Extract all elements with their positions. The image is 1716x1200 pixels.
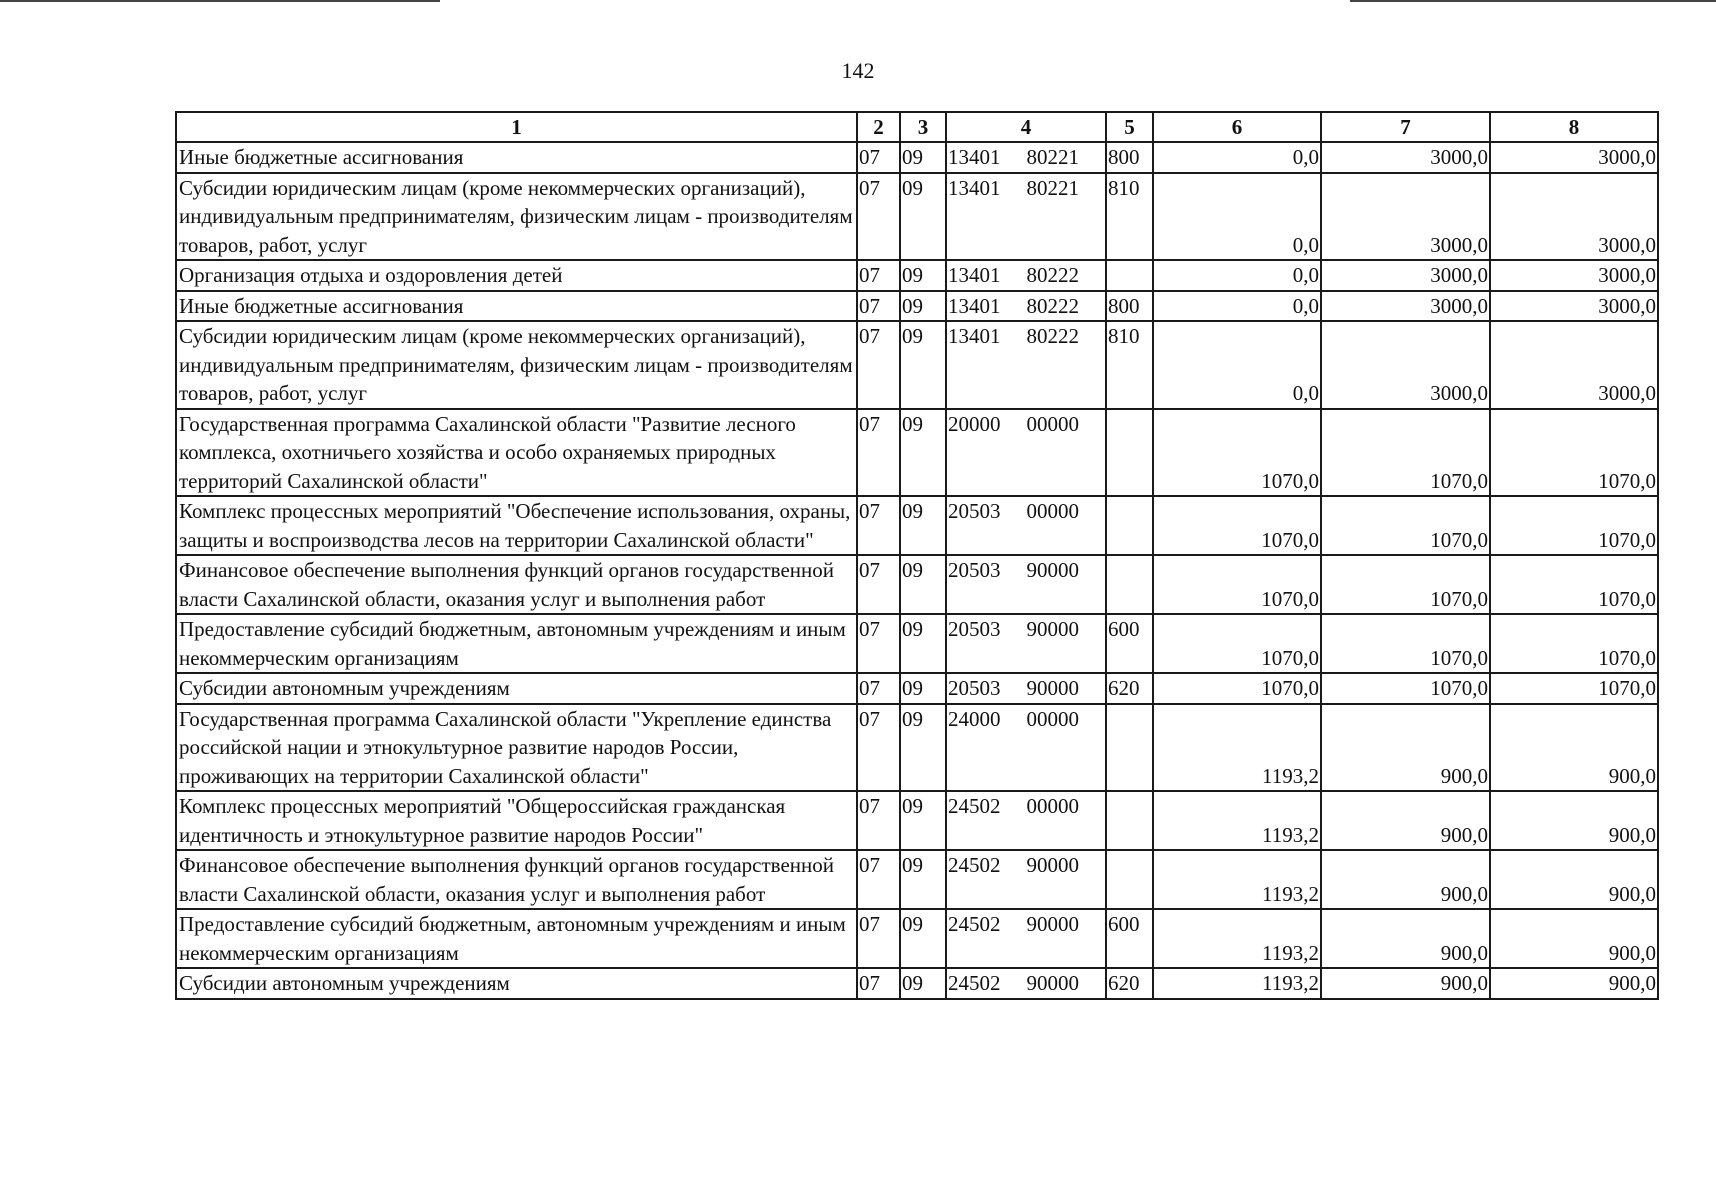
row-target-code <box>946 321 1106 409</box>
row-expense-type: 800 <box>1106 142 1153 173</box>
row-name: Финансовое обеспечение выполнения функций органов государственной власти Сахалинской области, оказания услуг и выполнения работ <box>176 555 857 614</box>
row-target-code <box>946 614 1106 673</box>
target-code-direction: 90000 <box>1026 617 1079 641</box>
row-amount-col7: 900,0 <box>1321 850 1490 909</box>
row-name: Государственная программа Сахалинской области "Развитие лесного комплекса, охотничьего хозяйства и особо охраняемых природных территорий Сахалинской области" <box>176 409 857 497</box>
row-target-code <box>946 260 1106 291</box>
row-section: 07 <box>857 909 900 968</box>
row-amount-col7: 3000,0 <box>1321 142 1490 173</box>
scan-edge-right <box>1350 0 1716 2</box>
row-target-code <box>946 850 1106 909</box>
row-amount-col8: 900,0 <box>1490 850 1658 909</box>
row-section: 07 <box>857 142 900 173</box>
row-amount-col6: 1070,0 <box>1153 496 1321 555</box>
row-subsection: 09 <box>900 260 946 291</box>
row-section: 07 <box>857 409 900 497</box>
row-amount-col8: 900,0 <box>1490 791 1658 850</box>
row-amount-col6: 1070,0 <box>1153 555 1321 614</box>
row-name: Иные бюджетные ассигнования <box>176 142 857 173</box>
row-section: 07 <box>857 496 900 555</box>
row-amount-col6: 1070,0 <box>1153 614 1321 673</box>
table-row <box>176 409 1658 497</box>
row-target-code <box>946 409 1106 497</box>
row-amount-col7: 3000,0 <box>1321 291 1490 322</box>
row-expense-type <box>1106 260 1153 291</box>
row-name: Комплекс процессных мероприятий "Обеспечение использования, охраны, защиты и воспроизводства лесов на территории Сахалинской области" <box>176 496 857 555</box>
row-subsection: 09 <box>900 291 946 322</box>
table-row <box>176 291 1658 322</box>
row-subsection: 09 <box>900 321 946 409</box>
target-code-direction: 90000 <box>1026 971 1079 995</box>
header-row <box>176 112 1658 142</box>
table-row <box>176 704 1658 792</box>
target-code-program: 20503 <box>948 676 1001 700</box>
scan-edge-left <box>0 0 440 2</box>
row-amount-col7: 3000,0 <box>1321 321 1490 409</box>
target-code-program: 24502 <box>948 853 1001 877</box>
row-name: Организация отдыха и оздоровления детей <box>176 260 857 291</box>
row-subsection: 09 <box>900 409 946 497</box>
target-code-direction: 00000 <box>1026 706 1079 731</box>
row-expense-type: 810 <box>1106 321 1153 409</box>
table-row <box>176 555 1658 614</box>
row-target-code <box>946 291 1106 322</box>
row-target-code <box>946 142 1106 173</box>
row-expense-type: 800 <box>1106 291 1153 322</box>
row-expense-type <box>1106 409 1153 497</box>
row-target-code <box>946 704 1106 792</box>
table-row <box>176 496 1658 555</box>
row-amount-col8: 3000,0 <box>1490 173 1658 261</box>
row-amount-col8: 900,0 <box>1490 704 1658 792</box>
row-amount-col8: 3000,0 <box>1490 142 1658 173</box>
row-amount-col8: 900,0 <box>1490 909 1658 968</box>
table-row <box>176 673 1658 704</box>
row-amount-col6: 1070,0 <box>1153 673 1321 704</box>
table-row <box>176 614 1658 673</box>
row-amount-col8: 3000,0 <box>1490 260 1658 291</box>
target-code-direction: 00000 <box>1026 794 1079 818</box>
row-section: 07 <box>857 673 900 704</box>
target-code-program: 13401 <box>948 293 1001 318</box>
row-subsection: 09 <box>900 173 946 261</box>
target-code-program: 13401 <box>948 263 1001 287</box>
target-code-program: 24502 <box>948 971 1001 995</box>
target-code-program: 20503 <box>948 499 1001 523</box>
row-amount-col7: 3000,0 <box>1321 173 1490 261</box>
row-name: Финансовое обеспечение выполнения функций органов государственной власти Сахалинской области, оказания услуг и выполнения работ <box>176 850 857 909</box>
row-amount-col7: 900,0 <box>1321 909 1490 968</box>
row-section: 07 <box>857 321 900 409</box>
row-amount-col8: 3000,0 <box>1490 291 1658 322</box>
row-target-code <box>946 791 1106 850</box>
row-subsection: 09 <box>900 142 946 173</box>
row-expense-type <box>1106 704 1153 792</box>
target-code-program: 13401 <box>948 324 1001 348</box>
table-row <box>176 321 1658 409</box>
target-code-direction: 90000 <box>1026 853 1079 877</box>
row-section: 07 <box>857 791 900 850</box>
row-amount-col8: 900,0 <box>1490 968 1658 999</box>
target-code-direction: 90000 <box>1026 912 1079 936</box>
row-amount-col6: 1193,2 <box>1153 704 1321 792</box>
row-amount-col7: 900,0 <box>1321 704 1490 792</box>
row-amount-col6: 0,0 <box>1153 260 1321 291</box>
row-subsection: 09 <box>900 909 946 968</box>
row-section: 07 <box>857 260 900 291</box>
target-code-direction: 80221 <box>1026 175 1079 200</box>
row-amount-col6: 1193,2 <box>1153 850 1321 909</box>
table-body <box>176 142 1658 999</box>
row-expense-type: 620 <box>1106 968 1153 999</box>
row-name: Субсидии автономным учреждениям <box>176 968 857 999</box>
row-subsection: 09 <box>900 555 946 614</box>
col-header-4: 4 <box>946 112 1106 142</box>
table-row <box>176 968 1658 999</box>
row-amount-col8: 1070,0 <box>1490 614 1658 673</box>
row-expense-type: 810 <box>1106 173 1153 261</box>
target-code-direction: 80222 <box>1026 324 1079 348</box>
row-expense-type <box>1106 791 1153 850</box>
row-name: Субсидии юридическим лицам (кроме некоммерческих организаций), индивидуальным предпринимателям, физическим лицам - производителям товаров, работ, услуг <box>176 321 857 409</box>
target-code-direction: 90000 <box>1026 558 1079 582</box>
row-subsection: 09 <box>900 850 946 909</box>
row-amount-col7: 1070,0 <box>1321 673 1490 704</box>
target-code-direction: 00000 <box>1026 499 1079 523</box>
col-header-1: 1 <box>176 112 857 142</box>
row-section: 07 <box>857 704 900 792</box>
target-code-direction: 90000 <box>1026 676 1079 700</box>
row-expense-type: 600 <box>1106 909 1153 968</box>
budget-table <box>175 111 1659 1000</box>
target-code-program: 13401 <box>948 175 1001 200</box>
table-header <box>176 112 1658 142</box>
row-amount-col8: 1070,0 <box>1490 673 1658 704</box>
target-code-direction: 80222 <box>1026 293 1079 318</box>
row-name: Комплекс процессных мероприятий "Общероссийская гражданская идентичность и этнокультурное развитие народов России" <box>176 791 857 850</box>
table-row <box>176 791 1658 850</box>
target-code-program: 24000 <box>948 706 1001 731</box>
row-amount-col8: 1070,0 <box>1490 409 1658 497</box>
row-subsection: 09 <box>900 791 946 850</box>
table-row <box>176 142 1658 173</box>
row-subsection: 09 <box>900 704 946 792</box>
row-amount-col8: 1070,0 <box>1490 555 1658 614</box>
col-header-2: 2 <box>857 112 900 142</box>
row-subsection: 09 <box>900 968 946 999</box>
row-amount-col6: 1193,2 <box>1153 968 1321 999</box>
row-name: Предоставление субсидий бюджетным, автономным учреждениям и иным некоммерческим организациям <box>176 614 857 673</box>
row-section: 07 <box>857 173 900 261</box>
row-amount-col6: 1070,0 <box>1153 409 1321 497</box>
row-target-code <box>946 673 1106 704</box>
row-amount-col6: 0,0 <box>1153 142 1321 173</box>
row-expense-type <box>1106 555 1153 614</box>
table-row <box>176 909 1658 968</box>
target-code-program: 20000 <box>948 411 1001 436</box>
row-amount-col6: 0,0 <box>1153 173 1321 261</box>
row-amount-col6: 1193,2 <box>1153 909 1321 968</box>
col-header-7: 7 <box>1321 112 1490 142</box>
row-amount-col6: 0,0 <box>1153 321 1321 409</box>
row-amount-col7: 900,0 <box>1321 791 1490 850</box>
table-row <box>176 173 1658 261</box>
row-amount-col7: 1070,0 <box>1321 614 1490 673</box>
target-code-program: 13401 <box>948 145 1001 169</box>
row-target-code <box>946 173 1106 261</box>
row-subsection: 09 <box>900 673 946 704</box>
row-subsection: 09 <box>900 496 946 555</box>
col-header-5: 5 <box>1106 112 1153 142</box>
row-name: Предоставление субсидий бюджетным, автономным учреждениям и иным некоммерческим организациям <box>176 909 857 968</box>
row-name: Субсидии автономным учреждениям <box>176 673 857 704</box>
row-expense-type: 620 <box>1106 673 1153 704</box>
col-header-8: 8 <box>1490 112 1658 142</box>
target-code-direction: 80222 <box>1026 263 1079 287</box>
row-amount-col7: 3000,0 <box>1321 260 1490 291</box>
row-amount-col6: 0,0 <box>1153 291 1321 322</box>
row-name: Государственная программа Сахалинской области "Укрепление единства российской нации и этнокультурное развитие народов России, проживающих на территории Сахалинской области" <box>176 704 857 792</box>
row-target-code <box>946 555 1106 614</box>
row-amount-col8: 3000,0 <box>1490 321 1658 409</box>
row-expense-type: 600 <box>1106 614 1153 673</box>
table-row <box>176 260 1658 291</box>
row-amount-col6: 1193,2 <box>1153 791 1321 850</box>
row-amount-col7: 900,0 <box>1321 968 1490 999</box>
row-subsection: 09 <box>900 614 946 673</box>
row-amount-col7: 1070,0 <box>1321 496 1490 555</box>
target-code-program: 20503 <box>948 558 1001 582</box>
row-expense-type <box>1106 496 1153 555</box>
row-amount-col8: 1070,0 <box>1490 496 1658 555</box>
row-name: Иные бюджетные ассигнования <box>176 291 857 322</box>
row-section: 07 <box>857 850 900 909</box>
row-section: 07 <box>857 291 900 322</box>
row-expense-type <box>1106 850 1153 909</box>
row-target-code <box>946 909 1106 968</box>
row-amount-col7: 1070,0 <box>1321 555 1490 614</box>
target-code-direction: 80221 <box>1026 145 1079 169</box>
row-section: 07 <box>857 614 900 673</box>
row-section: 07 <box>857 555 900 614</box>
col-header-3: 3 <box>900 112 946 142</box>
col-header-6: 6 <box>1153 112 1321 142</box>
target-code-program: 20503 <box>948 617 1001 641</box>
row-name: Субсидии юридическим лицам (кроме некоммерческих организаций), индивидуальным предпринимателям, физическим лицам - производителям товаров, работ, услуг <box>176 173 857 261</box>
row-target-code <box>946 496 1106 555</box>
page-number: 142 <box>841 58 875 83</box>
target-code-program: 24502 <box>948 794 1001 818</box>
target-code-direction: 00000 <box>1026 411 1079 436</box>
row-section: 07 <box>857 968 900 999</box>
row-target-code <box>946 968 1106 999</box>
target-code-program: 24502 <box>948 912 1001 936</box>
row-amount-col7: 1070,0 <box>1321 409 1490 497</box>
table-row <box>176 850 1658 909</box>
